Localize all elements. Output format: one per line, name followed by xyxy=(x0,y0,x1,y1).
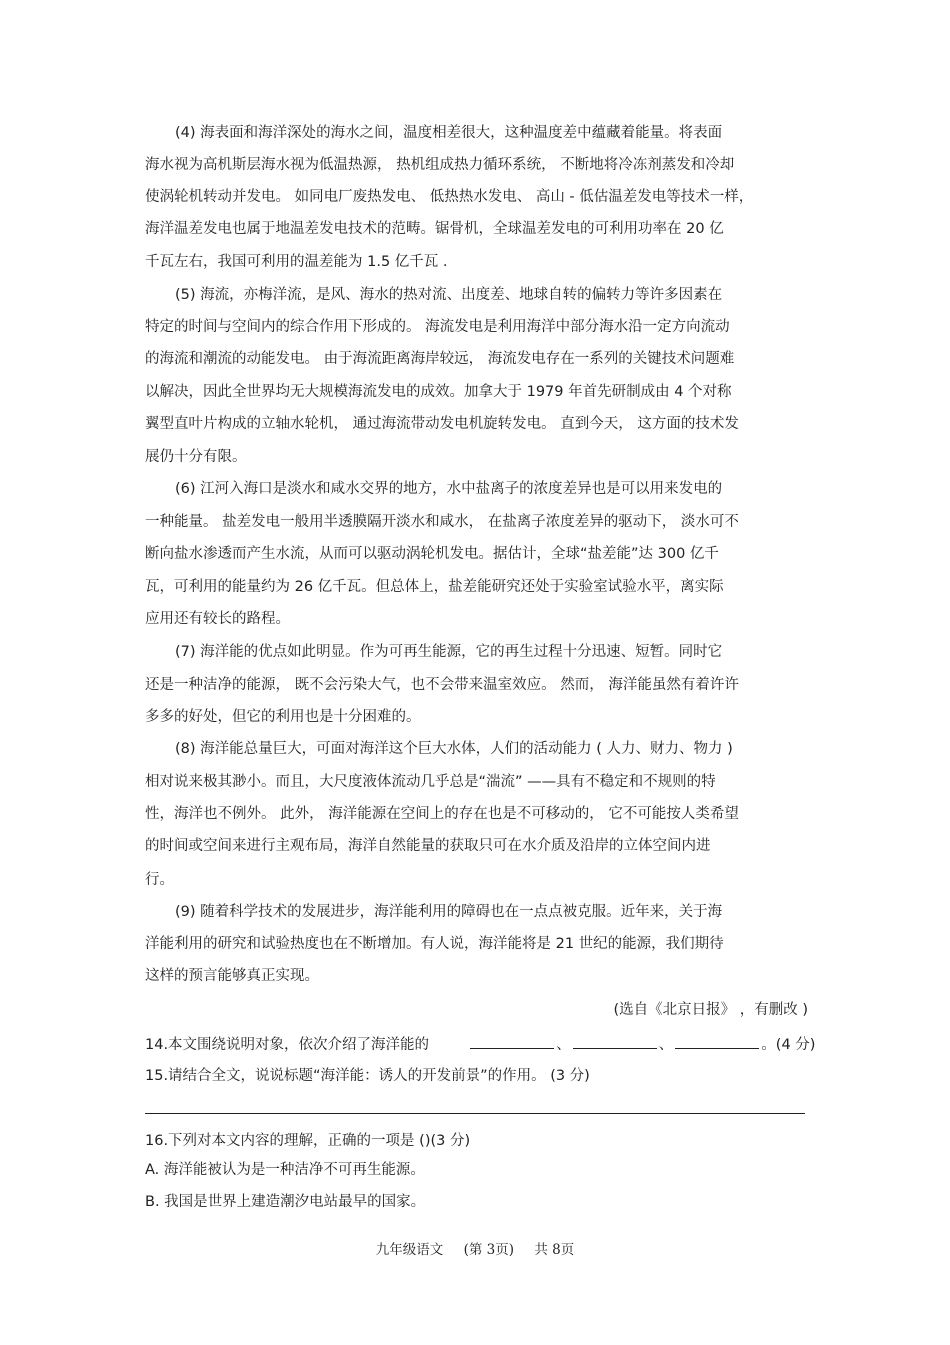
question-14-text: 14.本文围绕说明对象，依次介绍了海洋能的 xyxy=(145,1037,430,1053)
p9-line-1: (9) 随着科学技术的发展进步，海洋能利用的障碍也在一点点被克服。近年来，关于海 xyxy=(175,904,723,920)
question-16-option-b: B. 我国是世界上建造潮汐电站最早的国家。 xyxy=(145,1194,426,1210)
p6-line-2: 一种能量。 盐差发电一般用半透膜隔开淡水和咸水， 在盐离子浓度差异的驱动下， 淡水可不 xyxy=(145,514,739,530)
p7-line-1: (7) 海洋能的优点如此明显。作为可再生能源，它的再生过程十分迅速、短暂。同时它 xyxy=(175,644,723,660)
p6-line-4: 瓦，可利用的能量约为 26 亿千瓦。但总体上，盐差能研究还处于实验室试验水平，离实际 xyxy=(145,579,724,595)
p9-line-2: 洋能利用的研究和试验热度也在不断增加。有人说，海洋能将是 21 世纪的能源，我们期待 xyxy=(145,936,724,952)
footer-subject: 九年级语文 xyxy=(375,1242,444,1258)
footer-total-pages: 共 8页 xyxy=(534,1242,575,1258)
p5-line-5: 翼型直叶片构成的立轴水轮机， 通过海流带动发电机旋转发电。 直到今天， 这方面的技术发 xyxy=(145,416,739,432)
p5-line-4: 以解决，因此全世界均无大规模海流发电的成效。加拿大于 1979 年首先研制成由 4 个对称 xyxy=(145,384,732,400)
p5-line-1: (5) 海流，亦梅洋流，是风、海水的热对流、出度差、地球自转的偏转力等许多因素在 xyxy=(175,287,723,303)
p7-line-2: 还是一种洁净的能源， 既不会污染大气，也不会带来温室效应。 然而， 海洋能虽然有着许许 xyxy=(145,677,739,693)
question-15: 15.请结合全文，说说标题“海洋能：诱人的开发前景”的作用。 (3 分) xyxy=(145,1068,590,1084)
p8-line-3: 性，海洋也不例外。 此外， 海洋能源在空间上的存在也是不可移动的， 它不可能按人类希望 xyxy=(145,806,739,822)
page-footer xyxy=(0,1238,950,1258)
p4-line-1: (4) 海表面和海洋深处的海水之间，温度相差很大，这种温度差中蕴藏着能量。将表面 xyxy=(175,125,723,141)
answer-line-15[interactable] xyxy=(145,1113,805,1114)
footer-page-number: (第 3页) xyxy=(463,1242,515,1258)
answer-blank-2[interactable] xyxy=(573,1034,657,1049)
p4-line-3: 使涡轮机转动并发电。 如同电厂废热发电、 低热热水发电、 高山 - 低估温差发电等技术一样， xyxy=(145,189,754,205)
question-14-sep-1: 、 xyxy=(556,1037,571,1053)
question-14 xyxy=(145,1034,816,1055)
p6-line-3: 断向盐水渗透而产生水流，从而可以驱动涡轮机发电。据估计，全球“盐差能”达 300 亿千 xyxy=(145,546,719,562)
p5-line-6: 展仍十分有限。 xyxy=(145,449,247,465)
p8-line-5: 行。 xyxy=(145,872,174,888)
p4-line-2: 海水视为高机斯层海水视为低温热源， 热机组成热力循环系统， 不断地将冷冻剂蒸发和冷却 xyxy=(145,157,735,173)
question-16: 16.下列对本文内容的理解，正确的一项是 ()(3 分) xyxy=(145,1133,471,1149)
p8-line-4: 的时间或空间来进行主观布局，海洋自然能量的获取只可在水介质及沿岸的立体空间内进 xyxy=(145,838,711,854)
p4-line-5: 千瓦左右，我国可利用的温差能为 1.5 亿千瓦 . xyxy=(145,254,448,270)
p6-line-5: 应用还有较长的路程。 xyxy=(145,611,290,627)
p8-line-2: 相对说来极其渺小。而且，大尺度液体流动几乎总是“湍流” ——具有不稳定和不规则的特 xyxy=(145,774,716,790)
p8-line-1: (8) 海洋能总量巨大，可面对海洋这个巨大水体，人们的活动能力 ( 人力、财力、物力 ) xyxy=(175,741,733,757)
p5-line-3: 的海流和潮流的动能发电。 由于海流距离海岸较远， 海流发电存在一系列的关键技术问题难 xyxy=(145,351,735,367)
p6-line-1: (6) 江河入海口是淡水和咸水交界的地方，水中盐离子的浓度差异也是可以用来发电的 xyxy=(175,481,723,497)
p7-line-3: 多多的好处，但它的利用也是十分困难的。 xyxy=(145,709,421,725)
question-14-sep-2: 、 xyxy=(658,1037,674,1053)
p9-line-3: 这样的预言能够真正实现。 xyxy=(145,968,319,984)
p4-line-4: 海洋温差发电也属于地温差发电技术的范畴。锯骨机，全球温差发电的可利用功率在 20 亿 xyxy=(145,221,724,237)
question-16-option-a: A. 海洋能被认为是一种洁净不可再生能源。 xyxy=(145,1162,425,1178)
source-attribution: (选自《北京日报》 ，有删改 ) xyxy=(613,1002,808,1018)
answer-blank-1[interactable] xyxy=(470,1034,554,1049)
answer-blank-3[interactable] xyxy=(675,1034,759,1049)
p5-line-2: 特定的时间与空间内的综合作用下形成的。 海流发电是利用海洋中部分海水沿一定方向流动 xyxy=(145,319,730,335)
question-14-score: 。(4 分) xyxy=(761,1037,816,1053)
